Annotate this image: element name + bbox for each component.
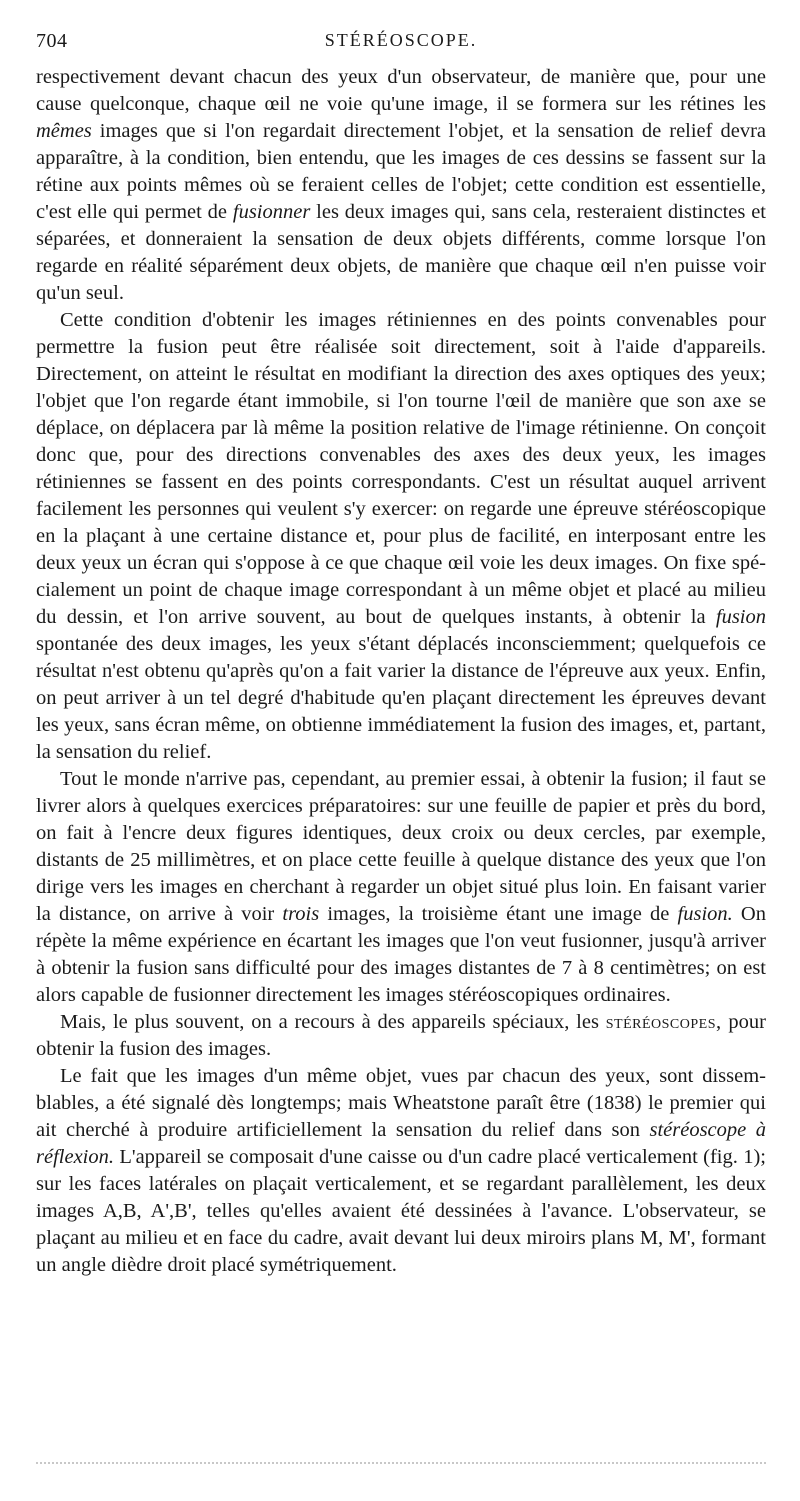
page-header [36, 30, 766, 56]
paragraph-3-text: images, la troisième étant une image de [319, 903, 678, 925]
paragraph-5-emphasis: stéréoscope à réflexion. [36, 1119, 767, 1168]
page-number: 704 [36, 30, 68, 52]
paragraph-1-text: les deux images qui, sans cela, resteraient distinctes et séparées, et donneraient la sensation de deux objets différents, comme lorsque l'on regarde en réalité séparément deux objets, de manière que chaque œil n'en puisse voir qu'un seul. [36, 201, 766, 304]
paragraph-3-emphasis: trois [282, 903, 320, 925]
footer-divider [36, 1462, 766, 1468]
paragraph-4-small-caps: stéréoscopes, [605, 1011, 722, 1033]
paragraph-4-text: Mais, le plus souvent, on a recours à des appareils spéciaux, les [60, 1011, 606, 1033]
paragraph-3-text: On répète la même expérience en écartant les images que l'on veut fusionner, jusqu'à arriver à obtenir la fusion sans difficulté pour des images distantes de 7 à 8 centimètres; on est alors capable de fusionner directement les images stéréoscopiques ordinaires. [36, 903, 766, 1006]
paragraph-3-text: Tout le monde n'arrive pas, cependant, au premier essai, à obtenir la fusion; il faut se livrer alors à quelques exercices préparatoires: sur une feuille de papier et près du bord, on fait à l'encre deux figures identiques, deux croix ou deux cercles, par exemple, distants de 25 millimètres, et on place cette feuille à quelque distance des yeux que l'on dirige vers les images en cherchant à regarder un objet situé plus loin. En faisant varier la distance, on arrive à voir [36, 768, 766, 925]
paragraph-1-text: images que si l'on regardait directement l'objet, et la sensation de relief devra apparaître, à la condition, bien entendu, que les images de ces dessins se fassent sur la rétine aux points mêmes où se feraient celles de l'objet; cette condition est essentielle, c'est elle qui permet de [36, 120, 766, 223]
paragraph-2-text: Cette condition d'obtenir les images rétiniennes en des points convenables pour permettre la fusion peut être réalisée soit directement, soit à l'aide d'appareils. Directement, on atteint le résultat en modifiant la direction des axes optiques des yeux; l'objet que l'on regarde étant immobile, si l'on tourne l'œil de manière que son axe se déplace, on déplacera par là même la position relative de l'image rétinienne. On conçoit donc que, pour des directions convenables des axes des deux yeux, les images rétiniennes se fassent en des points correspondants. C'est un résultat auquel arrivent facilement les personnes qui veulent s'y exercer: on regarde une épreuve stéréoscopique en la plaçant à une certaine distance et, pour plus de facilité, en interposant entre les deux yeux un écran qui s'oppose à ce que chaque œil voie les deux images. On fixe spécialement un point de chaque image correspondant à un même objet et placé au milieu du dessin, et l'on arrive souvent, au bout de quelques instants, à obtenir la [36, 309, 766, 628]
document-page [36, 30, 766, 1279]
body-text [36, 64, 766, 1279]
paragraph-2-text: spontanée des deux images, les yeux s'étant déplacés inconsciemment; quelquefois ce résultat n'est obtenu qu'après qu'on a fait varier la distance de l'épreuve aux yeux. Enfin, on peut arriver à un tel degré d'habitude qu'en plaçant directement les épreuves devant les yeux, sans écran même, on obtienne immédiatement la fusion des images, et, partant, la sensation du relief. [36, 633, 766, 763]
paragraph-4-text: pour obtenir la fusion des images. [36, 1011, 767, 1060]
paragraph-1 [36, 64, 766, 307]
paragraph-1-text: respectivement devant chacun des yeux d'un observateur, de manière que, pour une cause quelconque, chaque œil ne voie qu'une image, il se formera sur les rétines les [36, 66, 766, 115]
paragraph-5-text: L'appareil se composait d'une caisse ou d'un cadre placé verticalement (fig. 1); sur les faces latérales on plaçait verticalement, et se regardant parallèlement, les deux images A,B, A',B', telles qu'elles avaient été dessinées à l'avance. L'observateur, se plaçant au milieu et en face du cadre, avait devant lui deux miroirs plans M, M', formant un angle dièdre droit placé symétriquement. [36, 1146, 766, 1276]
paragraph-2 [36, 307, 766, 766]
paragraph-3 [36, 766, 766, 1009]
paragraph-1-emphasis: mêmes [36, 120, 92, 142]
paragraph-2-emphasis: fusion [715, 606, 766, 628]
paragraph-5 [36, 1063, 766, 1279]
paragraph-5-text: Le fait que les images d'un même objet, vues par chacun des yeux, sont dissemblables, a été signalé dès longtemps; mais Wheatstone paraît être (1838) le premier qui ait cherché à produire artificiellement la sensation du relief dans son [36, 1065, 766, 1141]
running-title: STÉRÉOSCOPE. [324, 30, 478, 50]
paragraph-3-emphasis: fusion. [677, 903, 733, 925]
paragraph-1-emphasis: fusionner [232, 201, 311, 223]
paragraph-4 [36, 1009, 766, 1063]
